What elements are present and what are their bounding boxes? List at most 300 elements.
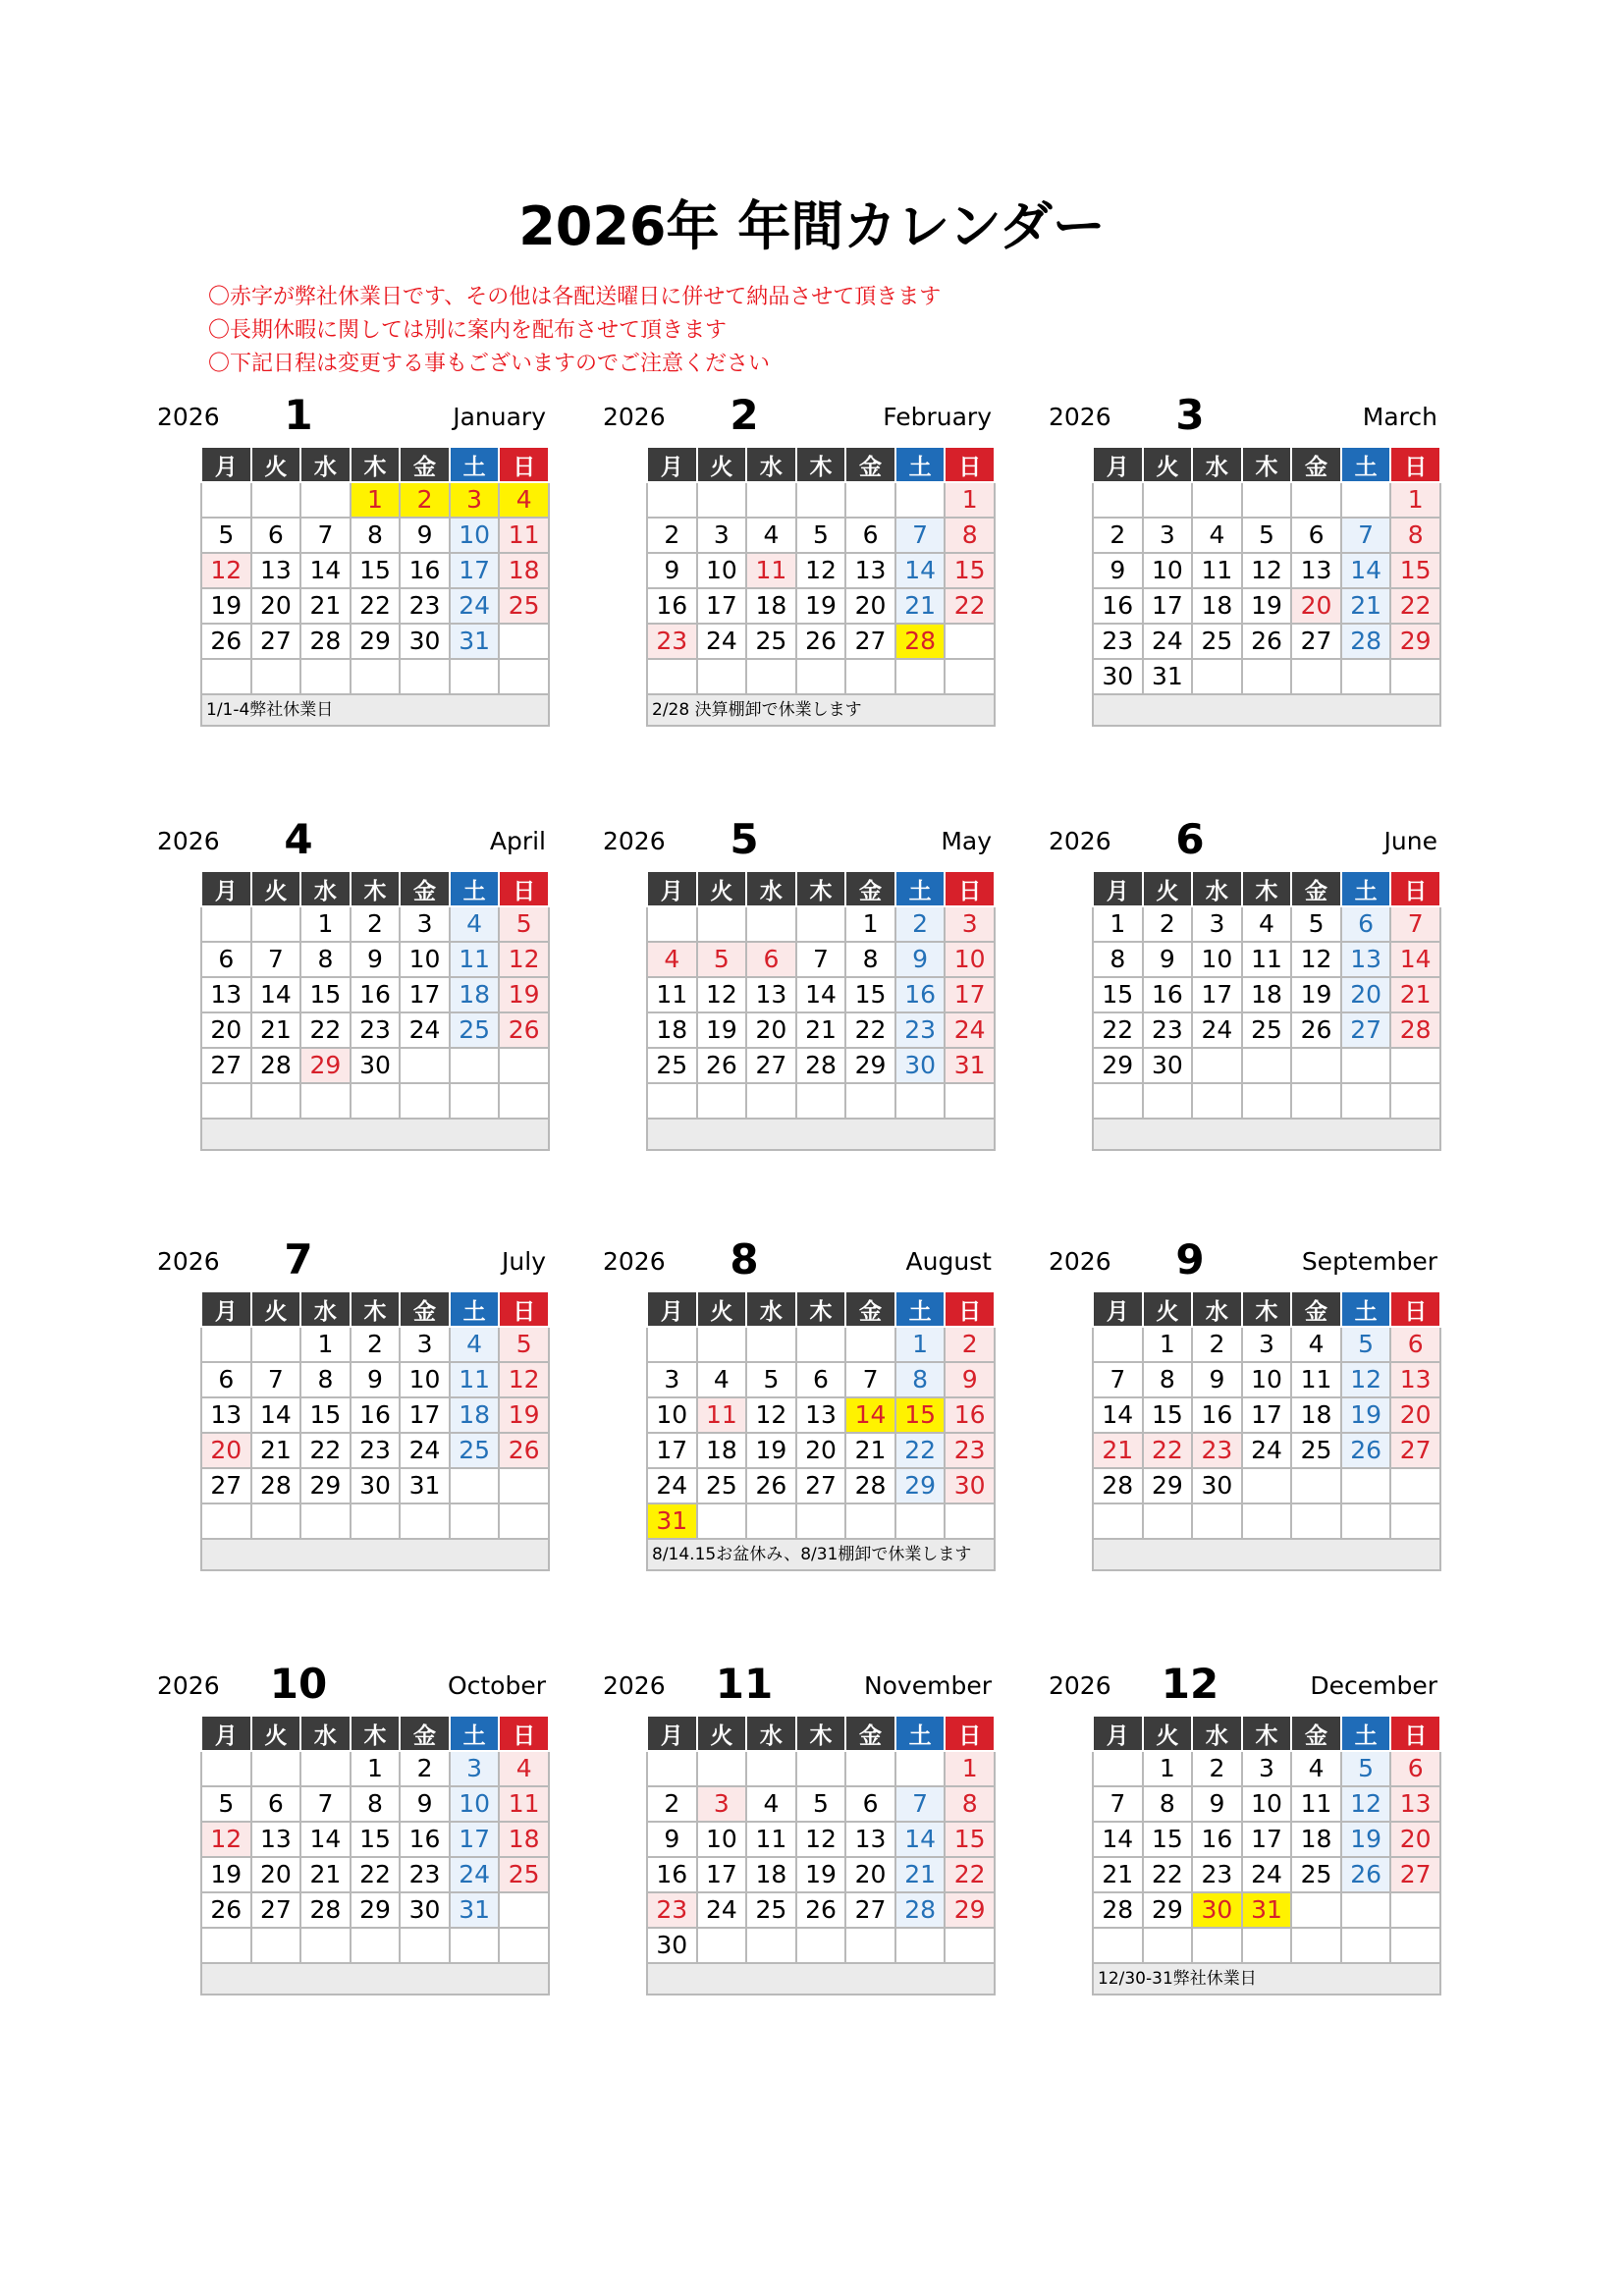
day-cell: 30 <box>351 1468 401 1503</box>
weekday-header: 日 <box>499 1716 549 1751</box>
day-cell: 25 <box>450 1433 500 1468</box>
day-cell: 11 <box>499 518 549 553</box>
weekday-header: 金 <box>845 1716 895 1751</box>
day-cell: 31 <box>400 1468 450 1503</box>
empty-day-cell <box>697 482 747 518</box>
day-cell: 25 <box>499 588 549 624</box>
day-cell: 30 <box>1093 659 1143 694</box>
day-cell: 22 <box>351 1857 401 1892</box>
weekday-header: 水 <box>1192 871 1242 906</box>
month-table <box>200 1715 550 1995</box>
week-row <box>201 977 549 1012</box>
empty-day-cell <box>1390 1928 1440 1963</box>
month-2 <box>603 385 996 720</box>
week-row <box>1093 906 1440 942</box>
day-cell: 4 <box>499 482 549 518</box>
week-row <box>1093 553 1440 588</box>
weekday-header: 火 <box>697 1716 747 1751</box>
month-number: 1 <box>284 391 313 439</box>
empty-day-cell <box>251 1751 301 1786</box>
empty-day-cell <box>796 906 846 942</box>
empty-day-cell <box>1291 1892 1341 1928</box>
day-cell: 5 <box>746 1362 796 1397</box>
week-row <box>647 977 995 1012</box>
day-cell: 18 <box>499 553 549 588</box>
day-cell: 8 <box>945 518 995 553</box>
weekday-header: 木 <box>796 447 846 482</box>
day-cell: 7 <box>845 1362 895 1397</box>
week-row <box>201 1083 549 1119</box>
empty-day-cell <box>796 1751 846 1786</box>
empty-day-cell <box>251 1928 301 1963</box>
empty-day-cell <box>1291 1503 1341 1539</box>
week-row <box>1093 482 1440 518</box>
empty-day-cell <box>1093 482 1143 518</box>
week-row <box>647 1397 995 1433</box>
weekday-header: 金 <box>400 1716 450 1751</box>
empty-day-cell <box>351 659 401 694</box>
day-cell: 13 <box>845 553 895 588</box>
day-cell: 15 <box>1143 1397 1193 1433</box>
empty-day-cell <box>895 1928 946 1963</box>
empty-day-cell <box>796 1327 846 1362</box>
weekday-header: 水 <box>746 1716 796 1751</box>
month-number: 3 <box>1175 391 1205 439</box>
day-cell: 30 <box>400 624 450 659</box>
weekday-header: 金 <box>1291 447 1341 482</box>
day-cell: 27 <box>201 1468 251 1503</box>
empty-day-cell <box>746 1327 796 1362</box>
day-cell: 27 <box>845 1892 895 1928</box>
week-row <box>1093 659 1440 694</box>
empty-day-cell <box>845 659 895 694</box>
empty-day-cell <box>1093 1083 1143 1119</box>
day-cell: 24 <box>450 588 500 624</box>
empty-day-cell <box>1192 1048 1242 1083</box>
day-cell: 9 <box>1192 1786 1242 1822</box>
day-cell: 24 <box>697 624 747 659</box>
month-header <box>1049 1654 1441 1713</box>
day-cell: 5 <box>499 1327 549 1362</box>
weekday-header: 木 <box>796 1291 846 1327</box>
day-cell: 29 <box>300 1468 351 1503</box>
day-cell: 6 <box>251 518 301 553</box>
day-cell: 10 <box>1143 553 1193 588</box>
day-cell: 28 <box>895 624 946 659</box>
empty-day-cell <box>201 1928 251 1963</box>
day-cell: 4 <box>499 1751 549 1786</box>
week-row <box>647 906 995 942</box>
weekday-header: 土 <box>895 1291 946 1327</box>
week-row <box>647 1822 995 1857</box>
day-cell: 1 <box>1143 1751 1193 1786</box>
day-cell: 19 <box>1291 977 1341 1012</box>
day-cell: 20 <box>201 1433 251 1468</box>
empty-day-cell <box>1390 1048 1440 1083</box>
day-cell: 14 <box>251 1397 301 1433</box>
week-row <box>647 1433 995 1468</box>
day-cell: 23 <box>400 588 450 624</box>
month-table <box>200 1290 550 1571</box>
empty-day-cell <box>945 1928 995 1963</box>
day-cell: 30 <box>945 1468 995 1503</box>
month-header <box>603 1230 996 1288</box>
day-cell: 22 <box>1143 1433 1193 1468</box>
month-year: 2026 <box>1049 1671 1111 1700</box>
day-cell: 2 <box>1192 1327 1242 1362</box>
day-cell: 31 <box>945 1048 995 1083</box>
empty-day-cell <box>300 1503 351 1539</box>
month-year: 2026 <box>1049 1247 1111 1276</box>
day-cell: 6 <box>201 942 251 977</box>
week-row <box>201 518 549 553</box>
weekday-header: 金 <box>400 1291 450 1327</box>
notice-line: 〇赤字が弊社休業日です、その他は各配送曜日に併せて納品させて頂きます <box>208 285 942 309</box>
month-3 <box>1049 385 1441 719</box>
day-cell: 22 <box>945 1857 995 1892</box>
empty-day-cell <box>1242 1083 1292 1119</box>
day-cell: 26 <box>499 1433 549 1468</box>
day-cell: 23 <box>647 1892 697 1928</box>
month-english-name: May <box>941 827 992 855</box>
day-cell: 20 <box>1390 1397 1440 1433</box>
day-cell: 19 <box>697 1012 747 1048</box>
empty-day-cell <box>895 659 946 694</box>
day-cell: 4 <box>746 518 796 553</box>
day-cell: 23 <box>1143 1012 1193 1048</box>
day-cell: 4 <box>1291 1327 1341 1362</box>
week-row <box>1093 1433 1440 1468</box>
weekday-header: 月 <box>201 1291 251 1327</box>
day-cell: 14 <box>1390 942 1440 977</box>
day-cell: 26 <box>499 1012 549 1048</box>
day-cell: 3 <box>1143 518 1193 553</box>
day-cell: 11 <box>499 1786 549 1822</box>
day-cell: 25 <box>746 1892 796 1928</box>
day-cell: 24 <box>1242 1433 1292 1468</box>
day-cell: 25 <box>746 624 796 659</box>
day-cell: 3 <box>1242 1327 1292 1362</box>
day-cell: 25 <box>1242 1012 1292 1048</box>
weekday-header: 日 <box>945 1291 995 1327</box>
week-row <box>201 1327 549 1362</box>
weekday-header: 月 <box>201 871 251 906</box>
day-cell: 12 <box>1291 942 1341 977</box>
day-cell: 18 <box>647 1012 697 1048</box>
week-row <box>201 1751 549 1786</box>
day-cell: 20 <box>796 1433 846 1468</box>
day-cell: 18 <box>746 1857 796 1892</box>
week-row <box>647 1751 995 1786</box>
weekday-header: 水 <box>300 447 351 482</box>
empty-day-cell <box>499 659 549 694</box>
day-cell: 26 <box>1242 624 1292 659</box>
empty-day-cell <box>746 1928 796 1963</box>
weekday-header: 水 <box>1192 1291 1242 1327</box>
month-english-name: August <box>905 1247 992 1276</box>
month-header <box>1049 1230 1441 1288</box>
weekday-header: 土 <box>1341 1291 1391 1327</box>
day-cell: 2 <box>351 906 401 942</box>
empty-day-cell <box>499 1083 549 1119</box>
day-cell: 16 <box>400 553 450 588</box>
day-cell: 17 <box>1192 977 1242 1012</box>
week-row <box>1093 1083 1440 1119</box>
weekday-header: 土 <box>1341 447 1391 482</box>
day-cell: 31 <box>450 624 500 659</box>
day-cell: 4 <box>1242 906 1292 942</box>
day-cell: 20 <box>251 1857 301 1892</box>
day-cell: 24 <box>697 1892 747 1928</box>
day-cell: 25 <box>1291 1857 1341 1892</box>
day-cell: 17 <box>1143 588 1193 624</box>
day-cell: 8 <box>300 942 351 977</box>
empty-day-cell <box>251 1503 301 1539</box>
empty-day-cell <box>796 1928 846 1963</box>
day-cell: 8 <box>1143 1786 1193 1822</box>
empty-day-cell <box>697 1751 747 1786</box>
empty-day-cell <box>499 1928 549 1963</box>
empty-day-cell <box>1291 1048 1341 1083</box>
day-cell: 26 <box>796 1892 846 1928</box>
weekday-header: 日 <box>499 871 549 906</box>
empty-day-cell <box>746 482 796 518</box>
weekday-header: 火 <box>251 1291 301 1327</box>
day-cell: 12 <box>201 1822 251 1857</box>
month-note <box>201 1119 549 1150</box>
week-row <box>647 624 995 659</box>
week-row <box>647 1468 995 1503</box>
week-row <box>1093 977 1440 1012</box>
day-cell: 22 <box>945 588 995 624</box>
month-table <box>646 1715 996 1995</box>
day-cell: 7 <box>1390 906 1440 942</box>
month-year: 2026 <box>603 403 666 431</box>
day-cell: 21 <box>1093 1857 1143 1892</box>
day-cell: 23 <box>1192 1857 1242 1892</box>
empty-day-cell <box>845 1751 895 1786</box>
day-cell: 7 <box>251 1362 301 1397</box>
empty-day-cell <box>1341 1083 1391 1119</box>
day-cell: 9 <box>647 1822 697 1857</box>
day-cell: 18 <box>1291 1822 1341 1857</box>
weekday-header: 土 <box>895 871 946 906</box>
day-cell: 10 <box>945 942 995 977</box>
day-cell: 7 <box>1341 518 1391 553</box>
weekday-header: 土 <box>1341 1716 1391 1751</box>
empty-day-cell <box>400 1048 450 1083</box>
weekday-header: 水 <box>746 447 796 482</box>
day-cell: 16 <box>647 588 697 624</box>
week-row <box>201 942 549 977</box>
day-cell: 3 <box>697 1786 747 1822</box>
day-cell: 23 <box>351 1012 401 1048</box>
week-row <box>1093 1362 1440 1397</box>
day-cell: 30 <box>400 1892 450 1928</box>
weekday-header: 月 <box>647 1716 697 1751</box>
day-cell: 18 <box>499 1822 549 1857</box>
empty-day-cell <box>697 1327 747 1362</box>
empty-day-cell <box>201 1327 251 1362</box>
day-cell: 12 <box>1341 1786 1391 1822</box>
empty-day-cell <box>251 1083 301 1119</box>
weekday-header: 木 <box>1242 1291 1292 1327</box>
day-cell: 21 <box>300 588 351 624</box>
day-cell: 2 <box>400 482 450 518</box>
empty-day-cell <box>796 1083 846 1119</box>
empty-day-cell <box>697 906 747 942</box>
month-table <box>646 870 996 1151</box>
day-cell: 8 <box>1143 1362 1193 1397</box>
day-cell: 4 <box>647 942 697 977</box>
day-cell: 18 <box>450 977 500 1012</box>
empty-day-cell <box>796 482 846 518</box>
day-cell: 19 <box>1242 588 1292 624</box>
weekday-header: 木 <box>1242 447 1292 482</box>
week-row <box>647 1362 995 1397</box>
empty-day-cell <box>845 1083 895 1119</box>
day-cell: 16 <box>351 977 401 1012</box>
week-row <box>1093 624 1440 659</box>
day-cell: 8 <box>1390 518 1440 553</box>
week-row <box>201 1433 549 1468</box>
week-row <box>201 659 549 694</box>
day-cell: 13 <box>746 977 796 1012</box>
week-row <box>1093 1468 1440 1503</box>
day-cell: 21 <box>300 1857 351 1892</box>
day-cell: 12 <box>201 553 251 588</box>
empty-day-cell <box>845 1503 895 1539</box>
day-cell: 22 <box>895 1433 946 1468</box>
week-row <box>647 659 995 694</box>
day-cell: 28 <box>251 1048 301 1083</box>
empty-day-cell <box>351 1083 401 1119</box>
empty-day-cell <box>647 906 697 942</box>
empty-day-cell <box>1143 482 1193 518</box>
weekday-header: 金 <box>1291 1716 1341 1751</box>
weekday-header: 日 <box>945 1716 995 1751</box>
empty-day-cell <box>1242 1503 1292 1539</box>
month-english-name: December <box>1310 1671 1437 1700</box>
day-cell: 21 <box>1341 588 1391 624</box>
day-cell: 26 <box>201 624 251 659</box>
day-cell: 15 <box>945 1822 995 1857</box>
day-cell: 24 <box>1242 1857 1292 1892</box>
day-cell: 11 <box>450 1362 500 1397</box>
day-cell: 5 <box>1341 1751 1391 1786</box>
empty-day-cell <box>300 659 351 694</box>
day-cell: 13 <box>1291 553 1341 588</box>
day-cell: 9 <box>400 1786 450 1822</box>
empty-day-cell <box>499 1048 549 1083</box>
month-11 <box>603 1654 996 1988</box>
day-cell: 29 <box>351 1892 401 1928</box>
day-cell: 4 <box>1291 1751 1341 1786</box>
month-number: 2 <box>730 391 759 439</box>
empty-day-cell <box>1341 482 1391 518</box>
weekday-header: 木 <box>1242 1716 1292 1751</box>
week-row <box>201 624 549 659</box>
day-cell: 27 <box>1390 1857 1440 1892</box>
day-cell: 5 <box>1341 1327 1391 1362</box>
day-cell: 12 <box>1341 1362 1391 1397</box>
month-12 <box>1049 1654 1441 1989</box>
day-cell: 15 <box>351 1822 401 1857</box>
day-cell: 10 <box>1242 1786 1292 1822</box>
week-row <box>1093 942 1440 977</box>
week-row <box>201 906 549 942</box>
weekday-header: 土 <box>895 1716 946 1751</box>
day-cell: 5 <box>201 518 251 553</box>
empty-day-cell <box>1143 1083 1193 1119</box>
page-title: 2026年 年間カレンダー <box>518 195 1106 257</box>
day-cell: 14 <box>1093 1397 1143 1433</box>
day-cell: 15 <box>1390 553 1440 588</box>
day-cell: 1 <box>300 1327 351 1362</box>
day-cell: 28 <box>300 624 351 659</box>
day-cell: 13 <box>796 1397 846 1433</box>
day-cell: 14 <box>1093 1822 1143 1857</box>
day-cell: 16 <box>945 1397 995 1433</box>
day-cell: 23 <box>400 1857 450 1892</box>
week-row <box>1093 1012 1440 1048</box>
week-row <box>647 1928 995 1963</box>
empty-day-cell <box>1093 1928 1143 1963</box>
day-cell: 28 <box>1093 1468 1143 1503</box>
day-cell: 11 <box>746 553 796 588</box>
day-cell: 19 <box>796 588 846 624</box>
week-row <box>647 1083 995 1119</box>
day-cell: 29 <box>1143 1892 1193 1928</box>
day-cell: 21 <box>845 1433 895 1468</box>
day-cell: 6 <box>1341 906 1391 942</box>
empty-day-cell <box>1242 1928 1292 1963</box>
empty-day-cell <box>201 1751 251 1786</box>
empty-day-cell <box>251 1327 301 1362</box>
day-cell: 22 <box>351 588 401 624</box>
empty-day-cell <box>300 1928 351 1963</box>
day-cell: 13 <box>1341 942 1391 977</box>
day-cell: 15 <box>351 553 401 588</box>
week-row <box>201 1468 549 1503</box>
week-row <box>1093 1822 1440 1857</box>
week-row <box>647 1048 995 1083</box>
empty-day-cell <box>1192 1083 1242 1119</box>
day-cell: 3 <box>450 482 500 518</box>
empty-day-cell <box>351 1928 401 1963</box>
day-cell: 2 <box>647 1786 697 1822</box>
empty-day-cell <box>1390 1083 1440 1119</box>
day-cell: 1 <box>351 1751 401 1786</box>
day-cell: 16 <box>1093 588 1143 624</box>
day-cell: 6 <box>1390 1327 1440 1362</box>
empty-day-cell <box>647 482 697 518</box>
day-cell: 10 <box>1192 942 1242 977</box>
day-cell: 9 <box>647 553 697 588</box>
empty-day-cell <box>300 482 351 518</box>
day-cell: 26 <box>796 624 846 659</box>
month-english-name: January <box>453 403 546 431</box>
day-cell: 23 <box>351 1433 401 1468</box>
weekday-header: 月 <box>647 447 697 482</box>
day-cell: 15 <box>1093 977 1143 1012</box>
month-number: 7 <box>284 1235 313 1284</box>
empty-day-cell <box>450 659 500 694</box>
day-cell: 4 <box>1192 518 1242 553</box>
day-cell: 11 <box>647 977 697 1012</box>
day-cell: 20 <box>1341 977 1391 1012</box>
day-cell: 10 <box>400 1362 450 1397</box>
